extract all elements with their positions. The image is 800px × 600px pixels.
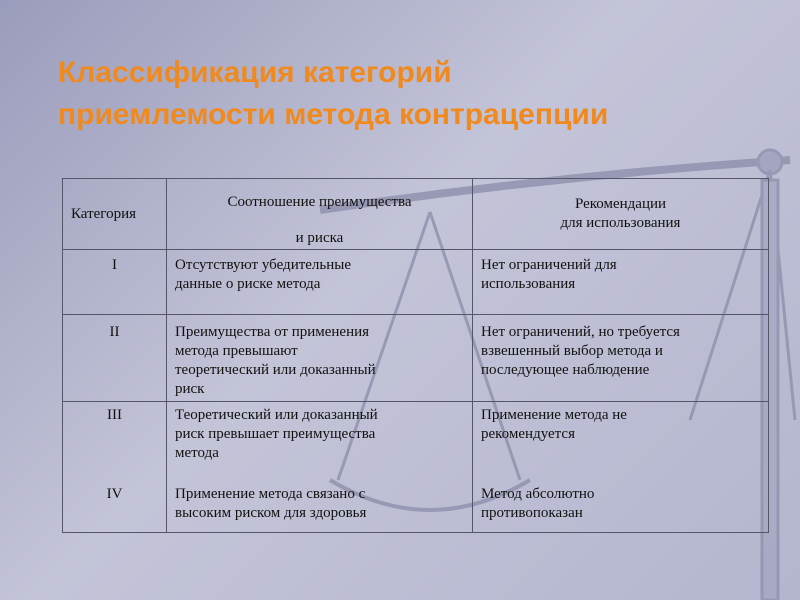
- recommendation-line: Нет ограничений для: [481, 257, 617, 273]
- ratio-line: Преимущества от применения: [175, 324, 370, 340]
- ratio-line: метода: [175, 445, 219, 461]
- ratio-line: Отсутствуют убедительные: [175, 257, 352, 273]
- title-line-2: приемлемости метода контрацепции: [58, 98, 609, 131]
- category-cell: I: [63, 250, 167, 315]
- ratio-line: Применение метода связано с: [175, 486, 366, 502]
- slide-title: [58, 52, 608, 136]
- ratio-line: риск превышает преимущества: [175, 426, 376, 442]
- category-cell: II: [63, 315, 167, 402]
- ratio-cell: [167, 402, 473, 533]
- header-recommendation: [473, 179, 769, 250]
- header-category: Категория: [63, 179, 167, 250]
- ratio-cell: [167, 250, 473, 315]
- recommendation-cell: [473, 250, 769, 315]
- table-row: [63, 402, 769, 533]
- recommendation-line: противопоказан: [481, 505, 583, 521]
- ratio-cell: [167, 315, 473, 402]
- category-label: III: [107, 407, 122, 423]
- recommendation-line: взвешенный выбор метода и: [481, 343, 663, 359]
- header-recommendation-line-1: Рекомендации: [574, 196, 667, 212]
- header-ratio: [167, 179, 473, 250]
- table-row: [63, 315, 769, 402]
- recommendation-line: Применение метода не: [481, 407, 627, 423]
- recommendation-cell: [473, 315, 769, 402]
- classification-table: [62, 178, 769, 533]
- recommendation-line: использования: [481, 276, 576, 292]
- recommendation-line: последующее наблюдение: [481, 362, 650, 378]
- ratio-line: Теоретический или доказанный: [175, 407, 378, 423]
- table-row: [63, 250, 769, 315]
- ratio-line: теоретический или доказанный: [175, 362, 376, 378]
- category-label: IV: [106, 486, 123, 502]
- header-ratio-line-1: Соотношение преимущества: [227, 194, 412, 210]
- recommendation-line: рекомендуется: [481, 426, 575, 442]
- header-recommendation-line-2: для использования: [560, 215, 681, 231]
- header-ratio-line-2: и риска: [295, 230, 344, 246]
- recommendation-line: Метод абсолютно: [481, 486, 595, 502]
- ratio-line: метода превышают: [175, 343, 298, 359]
- recommendation-cell: [473, 402, 769, 533]
- ratio-line: высоким риском для здоровья: [175, 505, 367, 521]
- recommendation-line: Нет ограничений, но требуется: [481, 324, 680, 340]
- title-line-1: Классификация категорий: [58, 56, 452, 89]
- ratio-line: данные о риске метода: [175, 276, 321, 292]
- ratio-line: риск: [175, 381, 205, 397]
- category-cell-merged: [63, 402, 167, 533]
- table-header-row: [63, 179, 769, 250]
